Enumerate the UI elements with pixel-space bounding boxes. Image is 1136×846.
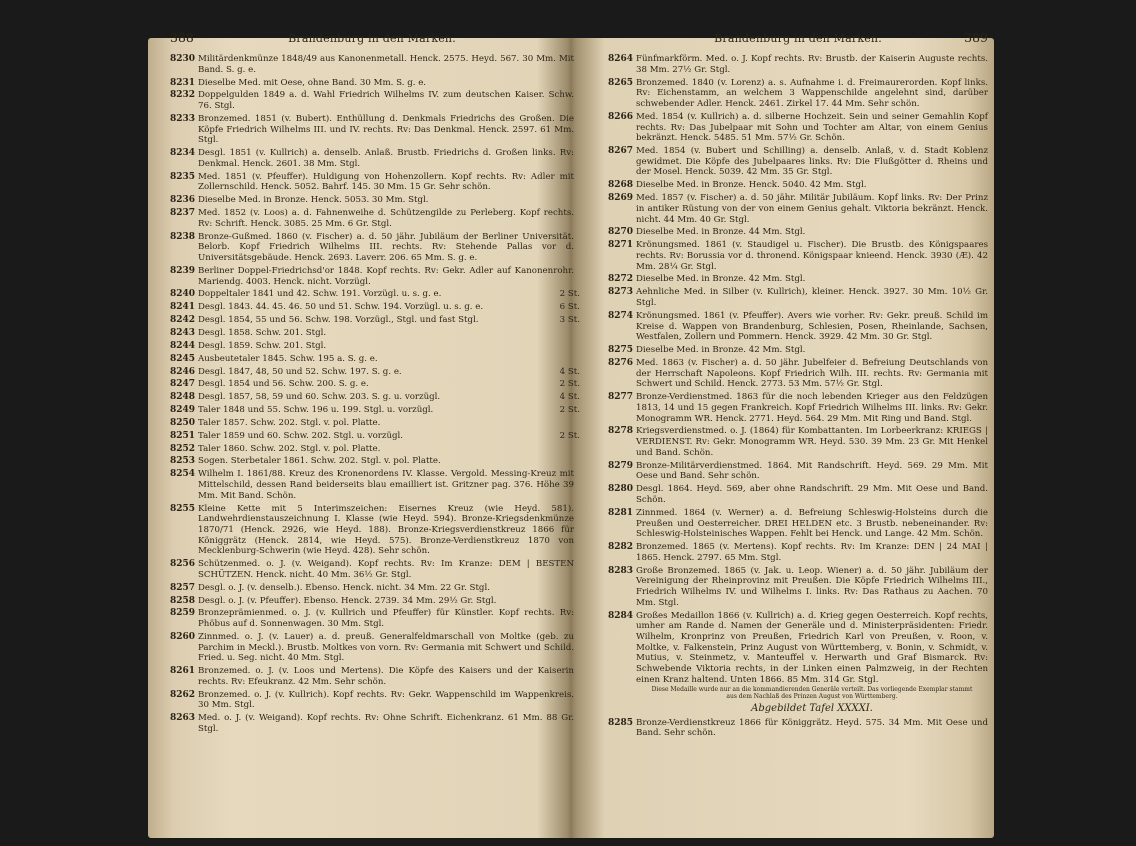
- entry-number: 8268: [608, 180, 634, 191]
- entry-number: 8237: [170, 208, 196, 219]
- piece-count: 2 St.: [559, 405, 580, 416]
- entry-text: Bronzemed. 1865 (v. Mertens). Kopf rechts. Rv: Im Kranze: DEN | 24 MAI | 1865. Henck. 2797. 65 Mm. Stgl.: [636, 542, 988, 563]
- entry-text: Ausbeutetaler 1845. Schw. 195 a. S. g. e.: [198, 353, 378, 364]
- entry-number: 8281: [608, 507, 634, 518]
- entry-number: 8278: [608, 426, 634, 437]
- entry-number: 8269: [608, 193, 634, 204]
- entry-number: 8277: [608, 392, 634, 403]
- catalog-entry: [170, 232, 574, 264]
- entry-number: 8235: [170, 171, 196, 182]
- catalog-entry: [170, 266, 574, 287]
- entry-number: 8258: [170, 595, 196, 606]
- catalog-entry: [170, 596, 574, 607]
- entry-text: Desgl. 1857, 58, 59 und 60. Schw. 203. S. g. u. vorzügl.: [198, 392, 441, 403]
- catalog-entry: [608, 611, 988, 716]
- entry-number: 8236: [170, 195, 196, 206]
- catalog-entry: [608, 358, 988, 390]
- entry-number: 8261: [170, 666, 196, 677]
- entry-text: Zinnmed. o. J. (v. Lauer) a. d. preuß. Generalfeldmarschall von Moltke (geb. zu Parchim in Meckl.). Brustb. Moltkes von vorn. Rv: Germania mit Schwert und Schild. Fried. u. Seg. nicht. 40 Mm. Stgl.: [198, 631, 574, 664]
- entry-text: Desgl. 1843. 44. 45. 46. 50 und 51. Schw. 194. Vorzügl. u. s. g. e.: [198, 302, 484, 313]
- entry-number: 8280: [608, 484, 634, 495]
- catalog-entry: [170, 302, 580, 313]
- entry-number: 8234: [170, 148, 196, 159]
- catalog-entry: [170, 405, 580, 416]
- entry-number: 8255: [170, 503, 196, 514]
- catalog-entry: [170, 690, 574, 711]
- entry-number: 8244: [170, 340, 196, 351]
- entry-number: 8253: [170, 456, 196, 467]
- entry-number: 8232: [170, 90, 196, 101]
- catalog-entry: [608, 78, 988, 110]
- catalog-entry: [170, 713, 574, 734]
- entry-number: 8276: [608, 357, 634, 368]
- catalog-entry: [170, 366, 580, 378]
- entry-text: Bronzemed. o. J. (v. Kullrich). Kopf rechts. Rv: Gekr. Wappenschild im Wappenkreis. 30 Mm. Stgl.: [198, 689, 574, 711]
- entry-number: 8242: [170, 315, 196, 326]
- catalog-entries: [608, 54, 988, 739]
- entry-text: Desgl. 1851 (v. Kullrich) a. denselb. Anlaß. Brustb. Friedrichs d. Großen links. Rv: Denkmal. Henck. 2601. 38 Mm. Stgl.: [198, 148, 574, 169]
- entry-text: Taler 1860. Schw. 202. Stgl. v. pol. Platte.: [198, 443, 381, 454]
- entry-number: 8231: [170, 77, 196, 88]
- catalog-entry: [608, 426, 988, 458]
- entry-text: Taler 1857. Schw. 202. Stgl. v. pol. Platte.: [198, 417, 381, 428]
- entry-text: Bronzemed. 1851 (v. Bubert). Enthüllung d. Denkmals Friedrichs des Großen. Die Köpfe Friedrich Wilhelms III. und IV. rechts. Rv: Das Denkmal. Henck. 2597. 61 Mm. Stgl.: [198, 113, 574, 146]
- entry-text: Bronze-Militärverdienstmed. 1864. Mit Randschrift. Heyd. 569. 29 Mm. Mit Oese und Band. Sehr schön.: [636, 460, 988, 482]
- entry-text: Desgl. 1847, 48, 50 und 52. Schw. 197. S. g. e.: [198, 366, 402, 377]
- catalog-entry: [170, 379, 580, 390]
- entry-text: Taler 1848 und 55. Schw. 196 u. 199. Stgl. u. vorzügl.: [198, 405, 434, 416]
- entry-text: Desgl. 1859. Schw. 201. Stgl.: [198, 340, 327, 351]
- catalog-entry: [608, 542, 988, 563]
- running-title: Brandenburg in den Marken.: [714, 32, 882, 45]
- catalog-entry: [170, 559, 574, 580]
- entry-number: 8240: [170, 289, 196, 300]
- catalog-entry: [170, 114, 574, 146]
- entry-number: 8233: [170, 113, 196, 124]
- entry-text: Doppelgulden 1849 a. d. Wahl Friedrich Wilhelms IV. zum deutschen Kaiser. Schw. 76. Stgl.: [198, 90, 574, 112]
- entry-text: Dieselbe Med. in Bronze. 44 Mm. Stgl.: [636, 227, 806, 238]
- catalog-entry: [608, 484, 988, 505]
- entry-number: 8251: [170, 430, 196, 441]
- catalog-entry: [608, 112, 988, 144]
- catalog-entry: [170, 208, 574, 229]
- entry-text: Dieselbe Med. in Bronze. Henck. 5040. 42 Mm. Stgl.: [636, 180, 867, 191]
- piece-count: 2 St.: [559, 289, 580, 300]
- catalog-entry: [608, 345, 988, 356]
- entry-text: Kriegsverdienstmed. o. J. (1864) für Kombattanten. Im Lorbeerkranz: KRIEGS | VERDIENST. Rv: Gekr. Monogramm WR. Heyd. 530. 39 Mm. 23 Gr. Mit Henkel und Band. Schön.: [636, 426, 988, 458]
- entry-text: Bronzemed. o. J. (v. Loos und Mertens). Die Köpfe des Kaisers und der Kaiserin rechts. Rv: Efeukranz. 42 Mm. Sehr schön.: [198, 666, 574, 687]
- catalog-entry: [170, 90, 574, 111]
- entry-number: 8250: [170, 417, 196, 428]
- entry-number: 8252: [170, 443, 196, 454]
- catalog-entry: [170, 392, 580, 403]
- entry-number: 8275: [608, 345, 634, 356]
- catalog-entry: [170, 430, 580, 442]
- entry-text: Taler 1859 und 60. Schw. 202. Stgl. u. vorzügl.: [198, 430, 404, 441]
- entry-number: 8239: [170, 265, 196, 276]
- catalog-entry: [608, 193, 988, 225]
- entry-number: 8257: [170, 582, 196, 593]
- right-page: [608, 30, 988, 810]
- entry-text: Krönungsmed. 1861 (v. Staudigel u. Fischer). Die Brustb. des Königspaares rechts. Rv: Borussia vor d. thronend. Königspaar knieend. Henck. 3930 (Æ). 42 Mm. 28¼ Gr. Stgl.: [636, 240, 988, 272]
- entry-text: Med. 1852 (v. Loos) a. d. Fahnenweihe d. Schützengilde zu Perleberg. Kopf rechts. Rv: Schrift. Henck. 3085. 25 Mm. 6 Gr. Stgl.: [198, 208, 574, 229]
- entry-text: Bronzeprämienmed. o. J. (v. Kullrich und Pfeuffer) für Künstler. Kopf rechts. Rv: Phöbus auf d. Sonnenwagen. 30 Mm. Stgl.: [198, 608, 574, 630]
- catalog-entry: [608, 508, 988, 540]
- catalog-entry: [608, 461, 988, 482]
- left-page: [170, 30, 580, 810]
- catalog-entry: [170, 469, 574, 501]
- page-number: 388: [170, 30, 194, 45]
- entry-text: Sogen. Sterbetaler 1861. Schw. 202. Stgl. v. pol. Platte.: [198, 456, 441, 467]
- entry-text: Med. 1863 (v. Fischer) a. d. 50 jähr. Jubelfeier d. Befreiung Deutschlands von der Herrschaft Napoleons. Kopf Friedrich Wilh. III. rechts. Rv: Germania mit Schwert und Schild. Henck. 2773. 53 Mm. 57½ Gr. Stgl.: [636, 357, 988, 390]
- entry-number: 8265: [608, 77, 634, 88]
- piece-count: 2 St.: [559, 379, 580, 390]
- entry-number: 8254: [170, 469, 196, 480]
- catalog-entry: [608, 54, 988, 75]
- catalog-entry: [170, 289, 580, 300]
- entry-text: Militärdenkmünze 1848/49 aus Kanonenmetall. Henck. 2575. Heyd. 567. 30 Mm. Mit Band. S. g. e.: [198, 54, 574, 75]
- catalog-entry: [608, 180, 988, 191]
- catalog-entry: [170, 78, 574, 89]
- entry-text: Desgl. o. J. (v. Pfeuffer). Ebenso. Henck. 2739. 34 Mm. 29½ Gr. Stgl.: [198, 595, 497, 606]
- catalog-entry: [170, 666, 574, 687]
- entry-text: Bronze-Verdienstmed. 1863 für die noch lebenden Krieger aus den Feldzügen 1813, 14 und 15 gegen Frankreich. Kopf Friedrich Wilhelms III. links. Rv: Gekr. Monogramm WR. Henck. 2771. Heyd. 564. 29 Mm. Mit Ring und Band. Stgl.: [636, 392, 988, 424]
- entry-number: 8248: [170, 392, 196, 403]
- entry-number: 8230: [170, 54, 196, 64]
- entry-text: Med. 1851 (v. Pfeuffer). Huldigung von Hohenzollern. Kopf rechts. Rv: Adler mit Zollernschild. Henck. 5052. Bahrf. 145. 30 Mm. 15 Gr. Sehr schön.: [198, 171, 574, 193]
- entry-text: Dieselbe Med. mit Oese, ohne Band. 30 Mm. S. g. e.: [198, 77, 427, 88]
- piece-count: 2 St.: [559, 430, 580, 441]
- entry-number: 8247: [170, 379, 196, 390]
- catalog-entry: [608, 392, 988, 424]
- entry-number: 8245: [170, 353, 196, 364]
- entry-text: Berliner Doppel-Friedrichsd'or 1848. Kopf rechts. Rv: Gekr. Adler auf Kanonenrohr. Mariendg. 4003. Henck. nicht. Vorzügl.: [198, 265, 574, 287]
- piece-count: 3 St.: [559, 315, 580, 326]
- entry-text: Med. 1857 (v. Fischer) a. d. 50 jähr. Militär Jubiläum. Kopf links. Rv: Der Prinz in antiker Rüstung von der von einem Genius gehalt. Viktoria bekränzt. Henck. nicht. 44 Mm. 40 Gr. Stgl.: [636, 193, 988, 225]
- catalog-entry: [170, 195, 574, 206]
- entry-number: 8256: [170, 559, 196, 570]
- entry-text: Med. 1854 (v. Kullrich) a. d. silberne Hochzeit. Sein und seiner Gemahlin Kopf rechts. Rv: Das Jubelpaar mit Sohn und Tochter am Altar, von einem Genius bekränzt. Henck. 5485. 51 Mm. 57½ Gr. Schön.: [636, 111, 988, 144]
- running-title: Brandenburg in den Marken.: [288, 32, 456, 45]
- entry-number: 8246: [170, 366, 196, 377]
- catalog-entry: [170, 456, 574, 467]
- catalog-entry: [170, 148, 574, 169]
- catalog-entry: [608, 311, 988, 343]
- entry-text: Desgl. 1854 und 56. Schw. 200. S. g. e.: [198, 379, 369, 390]
- running-head: [170, 30, 574, 48]
- entry-number: 8274: [608, 310, 634, 321]
- entry-text: Desgl. 1858. Schw. 201. Stgl.: [198, 328, 327, 338]
- entry-number: 8249: [170, 405, 196, 416]
- entry-number: 8241: [170, 302, 196, 313]
- entry-text: Bronze-Verdienstkreuz 1866 für Königgrätz. Heyd. 575. 34 Mm. Mit Oese und Band. Sehr schön.: [636, 717, 988, 739]
- catalog-entry: [170, 315, 580, 326]
- entry-number: 8259: [170, 608, 196, 619]
- entry-number: 8284: [608, 610, 634, 621]
- catalog-entry: [170, 172, 574, 193]
- entry-number: 8262: [170, 689, 196, 700]
- catalog-entry: [170, 608, 574, 629]
- entry-number: 8285: [608, 717, 634, 728]
- catalog-entry: [608, 146, 988, 178]
- entry-number: 8267: [608, 146, 634, 157]
- catalog-entry: [608, 227, 988, 238]
- catalog-entry: [170, 328, 574, 339]
- catalog-entry: [608, 240, 988, 272]
- catalog-entry: [170, 418, 574, 429]
- entry-text: Aehnliche Med. in Silber (v. Kullrich), kleiner. Henck. 3927. 30 Mm. 10½ Gr. Stgl.: [636, 287, 988, 309]
- entry-number: 8260: [170, 631, 196, 642]
- entry-number: 8279: [608, 460, 634, 471]
- catalog-entry: [170, 504, 574, 558]
- entry-text: Große Bronzemed. 1865 (v. Jak. u. Leop. Wiener) a. d. 50 jähr. Jubiläum der Vereinigung der Rheinprovinz mit Preußen. Die Köpfe Friedrich Wilhelms III., Friedrich Wilhelms IV. und Wilhelms I. links. Rv: Das Rathaus zu Aachen. 70 Mm. Stgl.: [636, 565, 988, 608]
- piece-count: 6 St.: [559, 302, 580, 313]
- entry-text: Fünfmarkförm. Med. o. J. Kopf rechts. Rv: Brustb. der Kaiserin Auguste rechts. 38 Mm. 27½ Gr. Stgl.: [636, 54, 988, 75]
- entry-text: Wilhelm I. 1861/88. Kreuz des Kronenordens IV. Klasse. Vergold. Messing-Kreuz mit Mittelschild, dessen Rand beiderseits blau emailliert ist. Gritzner pag. 376. Höhe 39 Mm. Mit Band. Schön.: [198, 469, 574, 501]
- entry-text: Desgl. 1864. Heyd. 569, aber ohne Randschrift. 29 Mm. Mit Oese und Band. Schön.: [636, 484, 988, 505]
- catalog-entry: [170, 341, 574, 352]
- catalog-entry: [170, 54, 574, 75]
- entry-text: Dieselbe Med. in Bronze. Henck. 5053. 30 Mm. Stgl.: [198, 195, 429, 206]
- entry-text: Med. o. J. (v. Weigand). Kopf rechts. Rv: Ohne Schrift. Eichenkranz. 61 Mm. 88 Gr. Stgl.: [198, 713, 574, 735]
- entry-text: Kleine Kette mit 5 Interimszeichen: Eisernes Kreuz (wie Heyd. 581). Landwehrdienstauszeichnung I. Klasse (wie Heyd. 594). Bronze-Kriegsdenkmünze 1870/71 (Henck. 2926, wie Heyd. 188). Bronze-Kriegsverdienstkreuz 1866 für Königgrätz (Henck. 2814, wie Heyd. 575). Bronze-Verdienstkreuz 1870 von Mecklenburg-Schwerin (wie Heyd. 428). Sehr schön.: [198, 503, 574, 557]
- entry-footnote: Diese Medaille wurde nur an die kommandierenden Generäle verteilt. Das vorliegende Exemplar stammt aus dem Nachlaß des Prinzen August von Württemberg.: [651, 686, 973, 701]
- entry-number: 8272: [608, 274, 634, 285]
- entry-number: 8243: [170, 328, 196, 338]
- entry-text: Zinnmed. 1864 (v. Werner) a. d. Befreiung Schleswig-Holsteins durch die Preußen und Oesterreicher. DREI HELDEN etc. 3 Brustb. nebeneinander. Rv: Schleswig-Holsteinisches Wappen. Fehlt bei Henck. und Lange. 42 Mm. Schön.: [636, 507, 988, 540]
- page-number: 389: [964, 30, 988, 45]
- catalog-entries: [170, 54, 580, 735]
- entry-text: Krönungsmed. 1861 (v. Pfeuffer). Avers wie vorher. Rv: Gekr. preuß. Schild im Kreise d. Wappen von Brandenburg, Schlesien, Posen, Rheinlande, Sachsen, Westfalen, Zollern und Pommern. Henck. 3929. 42 Mm. 30 Gr. Stgl.: [636, 310, 988, 343]
- entry-number: 8266: [608, 111, 634, 122]
- entry-text: Großes Medaillon 1866 (v. Kullrich) a. d. Krieg gegen Oesterreich. Kopf rechts, umher am Rande d. Namen der Generäle und d. Ministerpräsidenten: Friedr. Wilhelm, Kronprinz von Preußen, Friedrich Karl von Preußen, v. Roon, v. Moltke, v. Falkenstein, Prinz August von Württemberg, v. Bonin, v. Schmidt, v. Mutius, v. Steinmetz, v. Manteuffel v. Herwarth und Graf Bismarck. Rv: Schwebende Viktoria rechts, in der Linken einen Palmzweig, in der Rechten einen Kranz haltend. Unten 1866. 85 Mm. 314 Gr. Stgl.: [636, 610, 988, 685]
- entry-number: 8263: [170, 713, 196, 724]
- entry-number: 8271: [608, 240, 634, 251]
- catalog-entry: [608, 566, 988, 609]
- entry-text: Bronze-Gußmed. 1860 (v. Fischer) a. d. 50 jähr. Jubiläum der Berliner Universität. Belorb. Kopf Friedrich Wilhelms III. rechts. Rv: Stehende Pallas vor d. Universitätsgebäude. Henck. 2693. Laverr. 206. 65 Mm. S. g. e.: [198, 231, 574, 264]
- piece-count: 4 St.: [559, 366, 580, 377]
- entry-number: 8238: [170, 231, 196, 242]
- catalog-entry: [170, 583, 574, 594]
- entry-number: 8282: [608, 542, 634, 553]
- plate-reference: Abgebildet Tafel XXXXI.: [751, 703, 873, 715]
- entry-text: Doppeltaler 1841 und 42. Schw. 191. Vorzügl. u. s. g. e.: [198, 289, 442, 300]
- running-head: [608, 30, 988, 48]
- entry-number: 8270: [608, 227, 634, 238]
- entry-text: Med. 1854 (v. Bubert und Schilling) a. denselb. Anlaß, v. d. Stadt Koblenz gewidmet. Die Köpfe des Jubelpaares links. Rv: Die Flußgötter d. Rheins und der Mosel. Henck. 5039. 42 Mm. 35 Gr. Stgl.: [636, 146, 988, 178]
- entry-text: Desgl. 1854, 55 und 56. Schw. 198. Vorzügl., Stgl. und fast Stgl.: [198, 315, 479, 326]
- catalog-entry: [608, 287, 988, 308]
- entry-text: Desgl. o. J. (v. denselb.). Ebenso. Henck. nicht. 34 Mm. 22 Gr. Stgl.: [198, 582, 490, 593]
- entry-number: 8283: [608, 565, 634, 576]
- catalog-entry: [170, 632, 574, 664]
- entry-number: 8273: [608, 287, 634, 298]
- entry-text: Schützenmed. o. J. (v. Weigand). Kopf rechts. Rv: Im Kranze: DEM | BESTEN SCHÜTZEN. Henck. nicht. 40 Mm. 36½ Gr. Stgl.: [198, 559, 574, 580]
- catalog-entry: [170, 444, 574, 455]
- entry-text: Dieselbe Med. in Bronze. 42 Mm. Stgl.: [636, 274, 806, 285]
- entry-text: Dieselbe Med. in Bronze. 42 Mm. Stgl.: [636, 345, 806, 356]
- entry-number: 8264: [608, 54, 634, 64]
- entry-text: Bronzemed. 1840 (v. Lorenz) a. s. Aufnahme i. d. Freimaurerorden. Kopf links. Rv: Eichenstamm, an welchem 3 Wappenschilde angelehnt sind, darüber schwebender Adler. Henck. 2461. Zirkel 17. 44 Mm. Sehr schön.: [636, 77, 988, 109]
- catalog-entry: [608, 718, 988, 739]
- catalog-entry: [170, 354, 574, 365]
- piece-count: 4 St.: [559, 392, 580, 403]
- catalog-entry: [608, 274, 988, 285]
